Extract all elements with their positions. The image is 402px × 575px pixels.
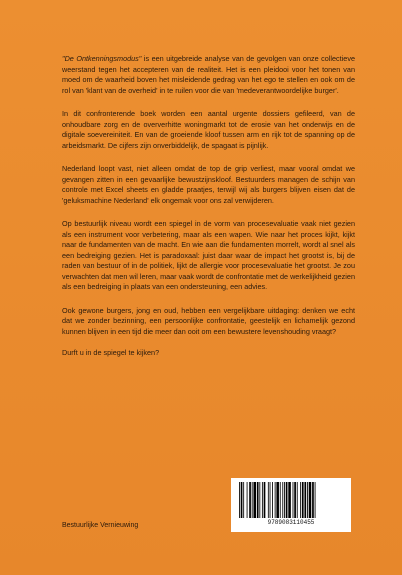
blurb-text	[62, 54, 355, 372]
barcode-bar	[262, 482, 263, 518]
isbn-number: 9789083110455	[267, 519, 315, 526]
barcode-bar	[268, 482, 269, 518]
barcode-bar	[309, 482, 312, 518]
barcode-bar	[297, 482, 298, 518]
blurb-paragraph-netherlands: Nederland loopt vast, niet alleen omdat de top de grip verliest, maar vooral omdat we gevangen zitten in een gevaarlijke bewustzijnskloof. Bestuurders managen de schijn van controle met Excel sheets en gladde praatjes, terwijl wij als burgers blijven eisen dat de 'geluksmachine Nederland' elk ongemak voor ons zal verwijderen.	[62, 164, 355, 205]
intro-text: is een uitgebreide analyse van de gevolgen van onze collectieve weerstand tegen het accepteren van de realiteit. Het is een pleidooi voor het tonen van moed om de waarheid boven het misleidende gedrag van het ego te stellen en ook om de rol van 'klant van de overheid' in te ruilen voor die van 'medeverantwoordelijke burger'.	[62, 54, 356, 95]
blurb-closing-question: Durft u in de spiegel te kijken?	[62, 348, 160, 357]
barcode-bar	[304, 482, 306, 518]
barcode-bar	[252, 482, 253, 518]
barcode-bar	[259, 482, 260, 518]
barcode-bar	[302, 482, 304, 518]
barcode-bar	[275, 482, 276, 518]
book-title-italic: "De Ontkenningsmodus"	[62, 54, 142, 63]
barcode-bar	[315, 482, 316, 518]
barcode-bar	[253, 482, 256, 518]
blurb-paragraph-dossiers: In dit confronterende boek worden een aantal urgente dossiers gefileerd, van de onhoudbare zorg en de oververhitte woningmarkt tot de erosie van het onderwijs en de digitale soevereiniteit. En van de groeiende kloof tussen arm en rijk tot de spanning op de arbeidsmarkt. De cijfers zijn onverbiddelijk, de spagaat is pijnlijk.	[62, 109, 355, 150]
barcode-bar	[239, 482, 240, 518]
barcode-bar	[257, 482, 259, 518]
blurb-paragraph-intro	[62, 54, 355, 96]
barcode-bar	[284, 482, 285, 518]
barcode-bar	[270, 482, 271, 518]
barcode-bar	[247, 482, 248, 518]
barcode-bar	[312, 482, 314, 518]
barcode-bar	[272, 482, 273, 518]
barcode-bar	[300, 482, 301, 518]
publisher-name: Bestuurlijke Vernieuwing	[62, 522, 139, 529]
blurb-paragraph-governance: Op bestuurlijk niveau wordt een spiegel in de vorm van procesevaluatie vaak niet gezien als een instrument voor verbetering, maar als een wapen. Wie naar het proces kijkt, kijkt naar de fundamenten van de macht. En wie aan die fundamenten morrelt, wordt al snel als een bedreiging gezien. Het is paradoxaal: juist daar waar de impact het grootst is, bij de raden van bestuur of in de politiek, lijkt de allergie voor procesevaluatie het grootst. Je zou verwachten dat men wil leren, maar vaak wordt de confrontatie met de werkelijkheid gezien als een bedreiging in plaats van een ondersteuning, een advies.	[62, 219, 355, 291]
barcode-bar	[286, 482, 288, 518]
barcode-bar	[264, 482, 266, 518]
barcode-bar	[276, 482, 279, 518]
barcode-bar	[249, 482, 251, 518]
barcode-bar	[307, 482, 308, 518]
barcode-bar	[293, 482, 294, 518]
barcode-bars	[237, 482, 345, 518]
barcode-bar	[294, 482, 296, 518]
barcode-bar	[243, 482, 244, 518]
isbn-barcode	[231, 478, 351, 532]
barcode-bar	[241, 482, 243, 518]
barcode-bar	[280, 482, 281, 518]
blurb-paragraph-citizens: Ook gewone burgers, jong en oud, hebben een vergelijkbare uitdaging: denken we echt dat we zonder bezinning, een persoonlijke confrontatie, geestelijk en lichamelijk gezond kunnen blijven in een tijd die meer dan ooit om een bewustere levenshouding vraagt?	[62, 305, 355, 336]
barcode-bar	[288, 482, 291, 518]
barcode-bar	[282, 482, 283, 518]
